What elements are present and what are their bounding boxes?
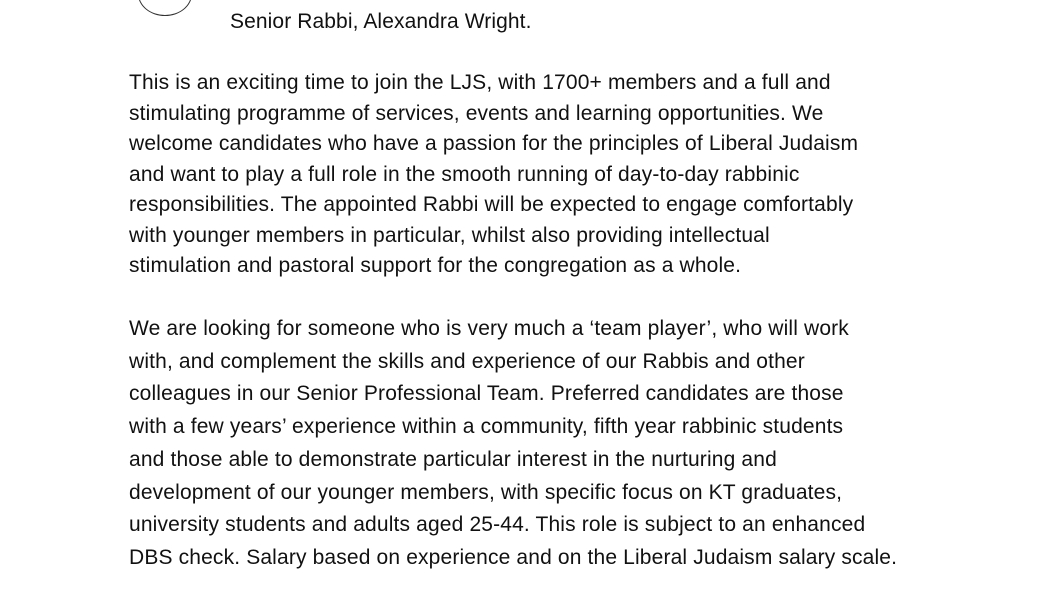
logo-circle-fragment <box>138 0 192 16</box>
paragraph-line: and those able to demonstrate particular interest in the nurturing and <box>129 447 777 471</box>
paragraph-line: university students and adults aged 25-44. This role is subject to an enhanced <box>129 513 866 537</box>
paragraph-line: with a few years’ experience within a community, fifth year rabbinic students <box>129 415 844 439</box>
paragraph-line: colleagues in our Senior Professional Team. Preferred candidates are those <box>129 382 844 406</box>
paragraph-line: welcome candidates who have a passion for the principles of Liberal Judaism <box>129 132 859 155</box>
paragraph-line: with younger members in particular, whilst also providing intellectual <box>129 223 770 247</box>
paragraph-line: with, and complement the skills and experience of our Rabbis and other <box>129 349 805 373</box>
paragraph-line: responsibilities. The appointed Rabbi will be expected to engage comfortably <box>129 193 854 216</box>
paragraph-line: We are looking for someone who is very much a ‘team player’, who will work <box>129 317 849 340</box>
paragraph-line: This is an exciting time to join the LJS, with 1700+ members and a full and <box>129 71 831 94</box>
header-text-continuation: Senior Rabbi, Alexandra Wright. <box>230 10 532 33</box>
paragraph-line: stimulation and pastoral support for the congregation as a whole. <box>129 254 742 277</box>
paragraph-line: stimulating programme of services, events and learning opportunities. We <box>129 101 824 125</box>
paragraph-line: and want to play a full role in the smooth running of day-to-day rabbinic <box>129 162 800 186</box>
paragraph-candidate-profile <box>129 313 897 575</box>
paragraph-line: DBS check. Salary based on experience and on the Liberal Judaism salary scale. <box>129 545 898 569</box>
paragraph-line: development of our younger members, with specific focus on KT graduates, <box>129 480 843 504</box>
paragraph-about-role <box>129 68 858 282</box>
